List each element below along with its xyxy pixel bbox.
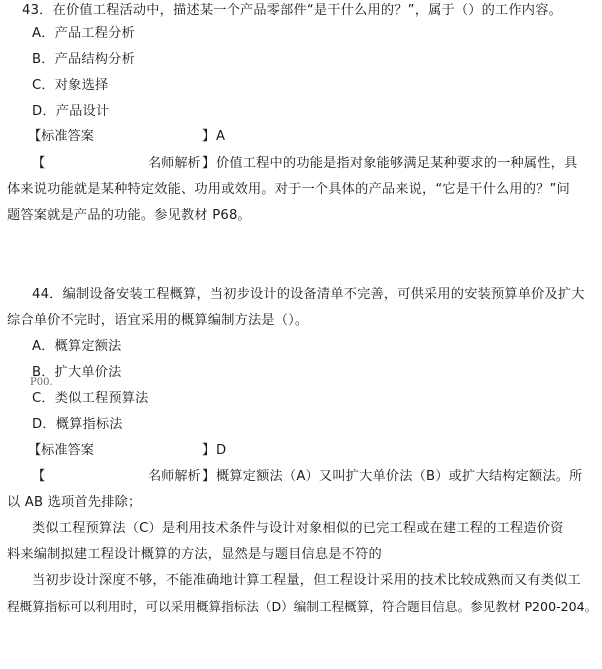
q43-stem: 43．在价值工程活动中，描述某一个产品零部件“是干什么用的？”，属于（）的工作内容。 [22, 3, 562, 18]
q44-answer-label: 【标准答案 [28, 443, 94, 458]
q43-analysis-bracket: 】 [202, 156, 216, 171]
q44-analysis-line-2: 以 AB 选项首先排除； [7, 495, 142, 510]
q44-analysis-line-1: 概算定额法（A）又叫扩大单价法（B）或扩大结构定额法。所 [216, 469, 583, 484]
q44-option-a: A．概算定额法 [32, 339, 122, 354]
stray-mark: P00. [30, 377, 53, 388]
q44-option-d: D．概算指标法 [32, 417, 123, 432]
q44-option-b: B．扩大单价法 [32, 365, 122, 380]
q43-option-d: D．产品设计 [32, 104, 110, 119]
q44-analysis-line-5: 当初步设计深度不够，不能准确地计算工程量，但工程设计采用的技术比较成熟而又有类似工 [32, 573, 581, 588]
q44-stem-line-2: 综合单价不完时，语宜采用的概算编制方法是（）。 [7, 313, 309, 328]
q43-analysis-line-1: 价值工程中的功能是指对象能够满足某种要求的一种属性，具 [216, 156, 578, 171]
q43-option-c: C．对象选择 [32, 78, 109, 93]
q44-analysis-line-4: 料来编制拟建工程设计概算的方法，显然是与题目信息是不符的 [7, 547, 382, 562]
q43-answer-value: A [216, 129, 226, 144]
q43-analysis-open: 【 [32, 156, 46, 171]
q43-answer-bracket: 】 [202, 129, 216, 144]
q44-analysis-line-6: 程概算指标可以利用时，可以采用概算指标法（D）编制工程概算，符合题目信息。参见教材 P200-204。 [7, 599, 598, 614]
q44-analysis-open: 【 [32, 469, 46, 484]
q44-option-c: C．类似工程预算法 [32, 391, 149, 406]
q44-analysis-label: 名师解析 [148, 469, 201, 484]
q43-analysis-label: 名师解析 [148, 156, 201, 171]
q44-answer-value: D [216, 443, 227, 458]
q43-option-a: A．产品工程分析 [32, 26, 135, 41]
q43-analysis-line-2: 体来说功能就是某种特定效能、功用或效用。对于一个具体的产品来说，“它是干什么用的？”问 [7, 182, 570, 197]
q43-option-b: B．产品结构分析 [32, 52, 135, 67]
q44-analysis-bracket: 】 [202, 469, 216, 484]
q43-analysis-line-3: 题答案就是产品的功能。参见教材 P68。 [7, 208, 251, 223]
q43-answer-label: 【标准答案 [28, 129, 94, 144]
q44-stem-line-1: 44．编制设备安装工程概算，当初步设计的设备清单不完善，可供采用的安装预算单价及扩大 [32, 287, 585, 302]
q44-analysis-line-3: 类似工程预算法（C）是利用技术条件与设计对象相似的已完工程或在建工程的工程造价资 [32, 521, 564, 536]
q44-answer-bracket: 】 [202, 443, 216, 458]
